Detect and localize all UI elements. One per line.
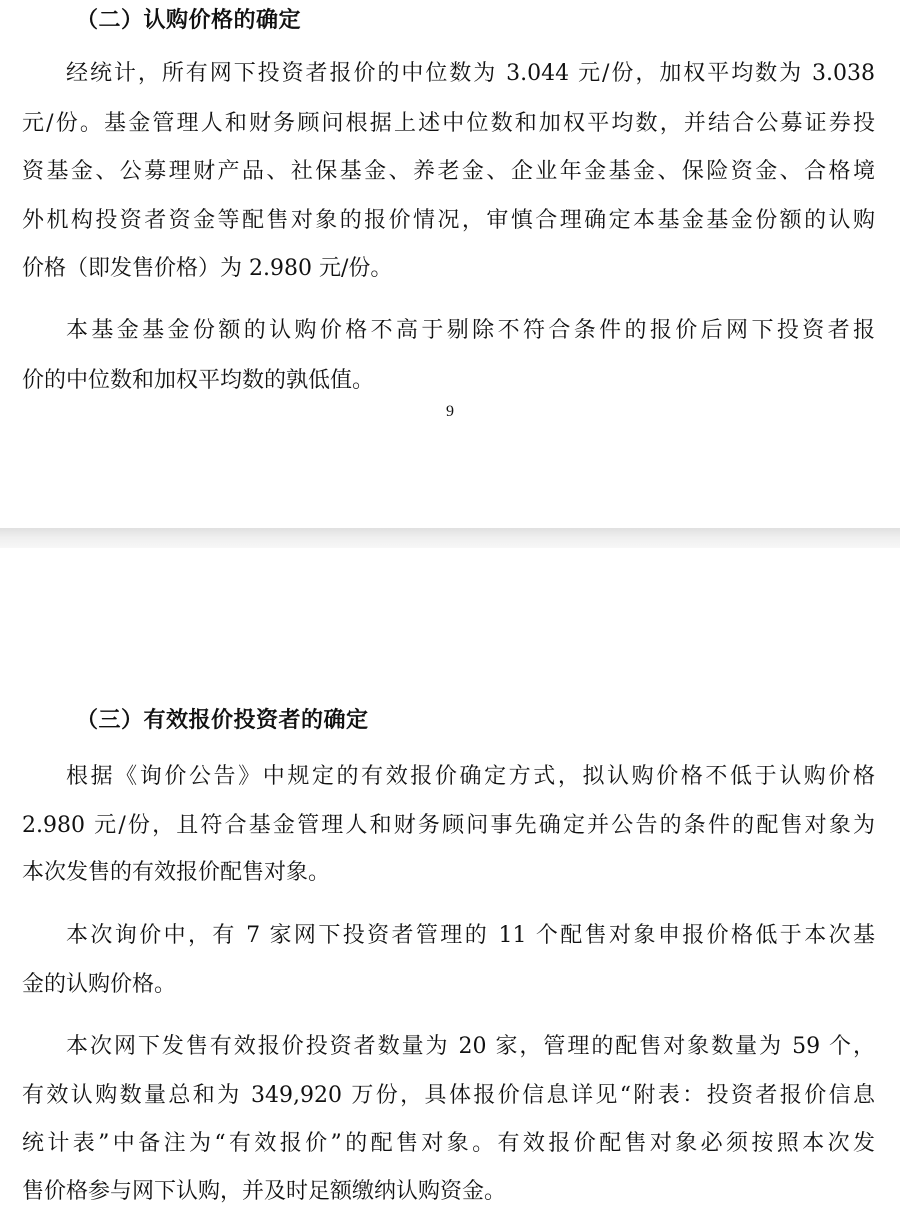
text-line: 本基金基金份额的认购价格不高于剔除不符合条件的报价后网下投资者报	[66, 318, 875, 343]
page-number: 9	[446, 403, 454, 420]
section-heading-subscription-price: （二）认购价格的确定	[76, 7, 302, 33]
text-line: 本次询价中，有 7 家网下投资者管理的 11 个配售对象申报价格低于本次基	[66, 923, 875, 948]
text-line: 本次发售的有效报价配售对象。	[22, 860, 331, 885]
text-line: 元/份。基金管理人和财务顾问根据上述中位数和加权平均数，并结合公募证券投	[22, 111, 875, 136]
text-line: 经统计，所有网下投资者报价的中位数为 3.044 元/份，加权平均数为 3.038	[66, 61, 875, 86]
text-line: 金的认购价格。	[22, 972, 177, 997]
text-line: 价格（即发售价格）为 2.980 元/份。	[22, 256, 393, 281]
text-line: 本次网下发售有效报价投资者数量为 20 家，管理的配售对象数量为 59 个，	[66, 1034, 875, 1059]
upper-page	[0, 0, 900, 528]
text-line: 有效认购数量总和为 349,920 万份，具体报价信息详见“附表：投资者报价信息	[22, 1083, 875, 1108]
text-line: 统计表”中备注为“有效报价”的配售对象。有效报价配售对象必须按照本次发	[22, 1131, 875, 1156]
text-line: 价的中位数和加权平均数的孰低值。	[22, 368, 375, 393]
text-line: 售价格参与网下认购，并及时足额缴纳认购资金。	[22, 1179, 507, 1204]
section-heading-valid-quote-investors: （三）有效报价投资者的确定	[76, 707, 369, 733]
lower-page	[0, 548, 900, 1210]
page-separator	[0, 528, 900, 548]
text-line: 2.980 元/份，且符合基金管理人和财务顾问事先确定并公告的条件的配售对象为	[22, 813, 875, 838]
text-line: 外机构投资者资金等配售对象的报价情况，审慎合理确定本基金基金份额的认购	[22, 208, 875, 233]
text-line: 根据《询价公告》中规定的有效报价确定方式，拟认购价格不低于认购价格	[66, 764, 875, 789]
text-line: 资基金、公募理财产品、社保基金、养老金、企业年金基金、保险资金、合格境	[22, 159, 875, 184]
